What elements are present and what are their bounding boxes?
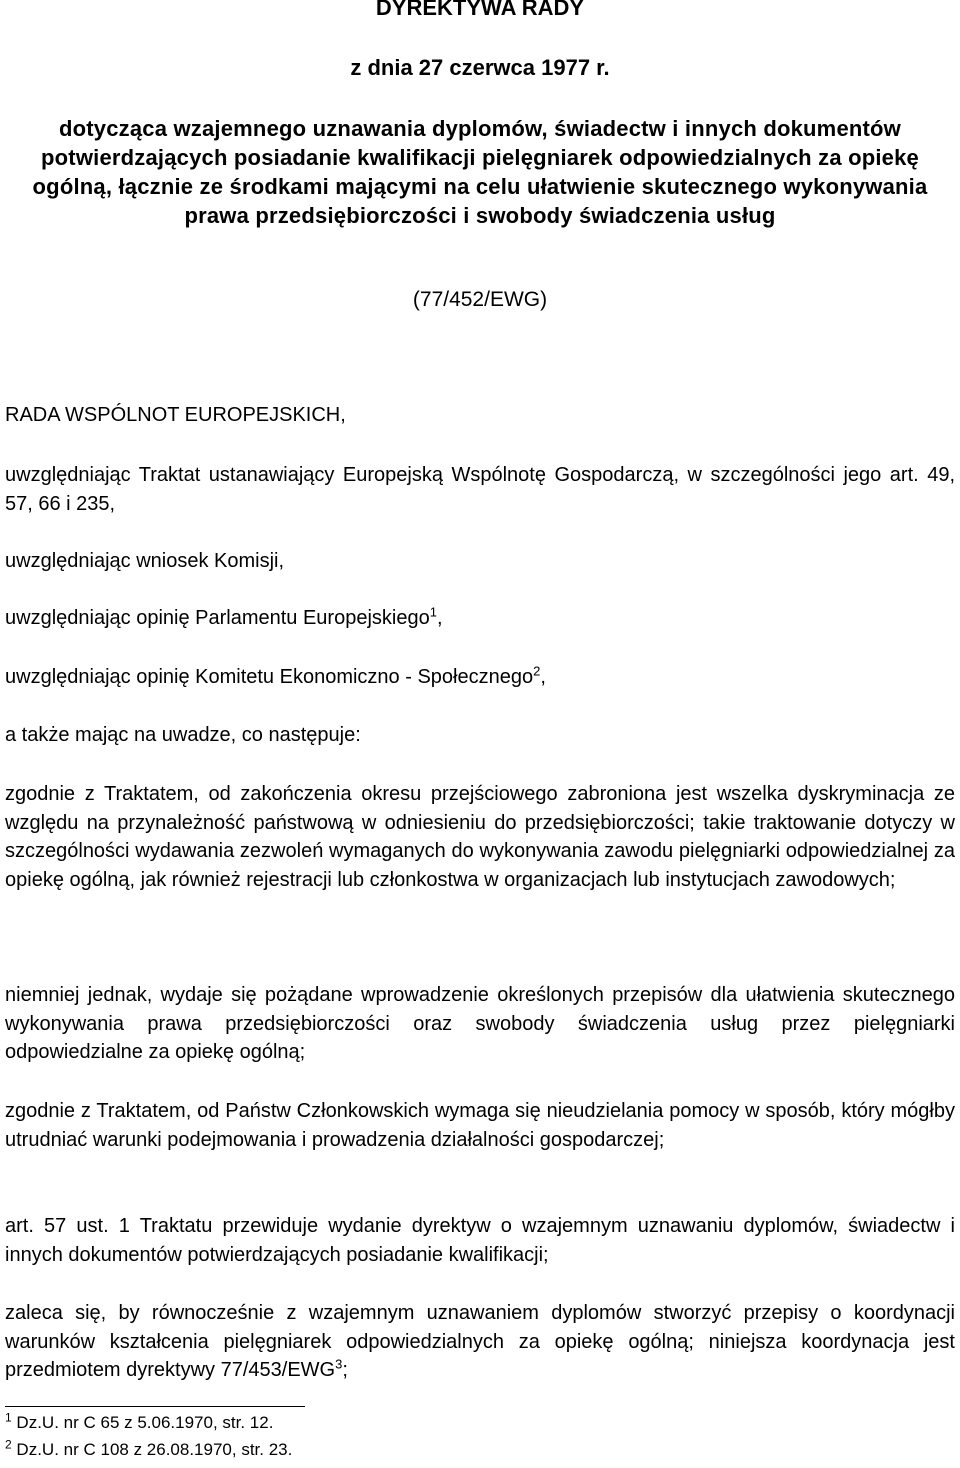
footnote-1-number: 1 [5,1410,12,1425]
whereas-paragraph-5 [5,1299,955,1385]
footnote-ref-2: 2 [533,663,541,679]
whereas-paragraph-5-text: zaleca się, by równocześnie z wzajemnym uznawaniem dyplomów stworzyć przepisy o koordynacji warunków kształcenia pielęgniarek odpowiedzialnych za opiekę ogólną; niniejsza koordynacja jest przedmiotem dyrektywy 77/453/EWG [5,1302,955,1381]
footnote-1 [5,1410,274,1433]
whereas-paragraph-5-end: ; [342,1359,348,1381]
footnote-2-text: Dz.U. nr C 108 z 26.08.1970, str. 23. [16,1440,293,1459]
whereas-paragraph-3: zgodnie z Traktatem, od Państw Członkowskich wymaga się nieudzielania pomocy w sposób, który mógłby utrudniać warunki podejmowania i prowadzenia działalności gospodarczej; [5,1100,955,1151]
document-date: z dnia 27 czerwca 1977 r. [350,55,610,80]
document-reference: (77/452/EWG) [412,288,548,311]
recital-committee-text: uwzględniając opinię Komitetu Ekonomiczno - Społecznego [5,666,534,688]
footnote-2-number: 2 [5,1437,12,1452]
recital-parliament-end: , [436,607,443,629]
whereas-paragraph-4: art. 57 ust. 1 Traktatu przewiduje wydanie dyrektyw o wzajemnym uznawaniu dyplomów, świadectw i innych dokumentów potwierdzających posiadanie kwalifikacji; [5,1215,955,1266]
recital-committee [5,663,955,692]
whereas-paragraph-1: zgodnie z Traktatem, od zakończenia okresu przejściowego zabroniona jest wszelka dyskryminacja ze względu na przynależność państwową w odniesieniu do przedsiębiorczości; takie traktowanie dotyczy w szczególności wydawania zezwoleń wymaganych do wykonywania zawodu pielęgniarki odpowiedzialnej za opiekę ogólną, jak również rejestracji lub członkostwa w organizacjach lub instytucjach zawodowych; [5,783,955,891]
council-heading: RADA WSPÓLNOT EUROPEJSKICH, [5,404,346,426]
recital-committee-end: , [540,666,546,688]
recital-parliament [5,604,955,633]
recital-commission: uwzględniając wniosek Komisji, [5,550,285,572]
document-title: DYREKTYWA RADY [375,0,585,20]
footnote-ref-1: 1 [429,604,437,620]
recital-parliament-text: uwzględniając opinię Parlamentu Europejskiego [5,607,430,629]
whereas-intro: a także mając na uwadze, co następuje: [5,724,361,746]
footnote-divider [5,1406,305,1407]
recital-treaty: uwzględniając Traktat ustanawiający Europejską Wspólnotę Gospodarczą, w szczególności jego art. 49, 57, 66 i 235, [5,464,955,515]
footnote-1-text: Dz.U. nr C 65 z 5.06.1970, str. 12. [16,1413,274,1432]
footnote-ref-3: 3 [335,1356,343,1372]
whereas-paragraph-2: niemniej jednak, wydaje się pożądane wprowadzenie określonych przepisów dla ułatwienia skutecznego wykonywania prawa przedsiębiorczości oraz swobody świadczenia usług przez pielęgniarki odpowiedzialne za opiekę ogólną; [5,984,955,1063]
footnote-2 [5,1437,293,1460]
document-subject: dotycząca wzajemnego uznawania dyplomów, świadectw i innych dokumentów potwierdzających posiadanie kwalifikacji pielęgniarek odpowiedzialnych za opiekę ogólną, łącznie ze środkami mającymi na celu ułatwienie skutecznego wykonywania prawa przedsiębiorczości i swobody świadczenia usług [32,116,928,228]
